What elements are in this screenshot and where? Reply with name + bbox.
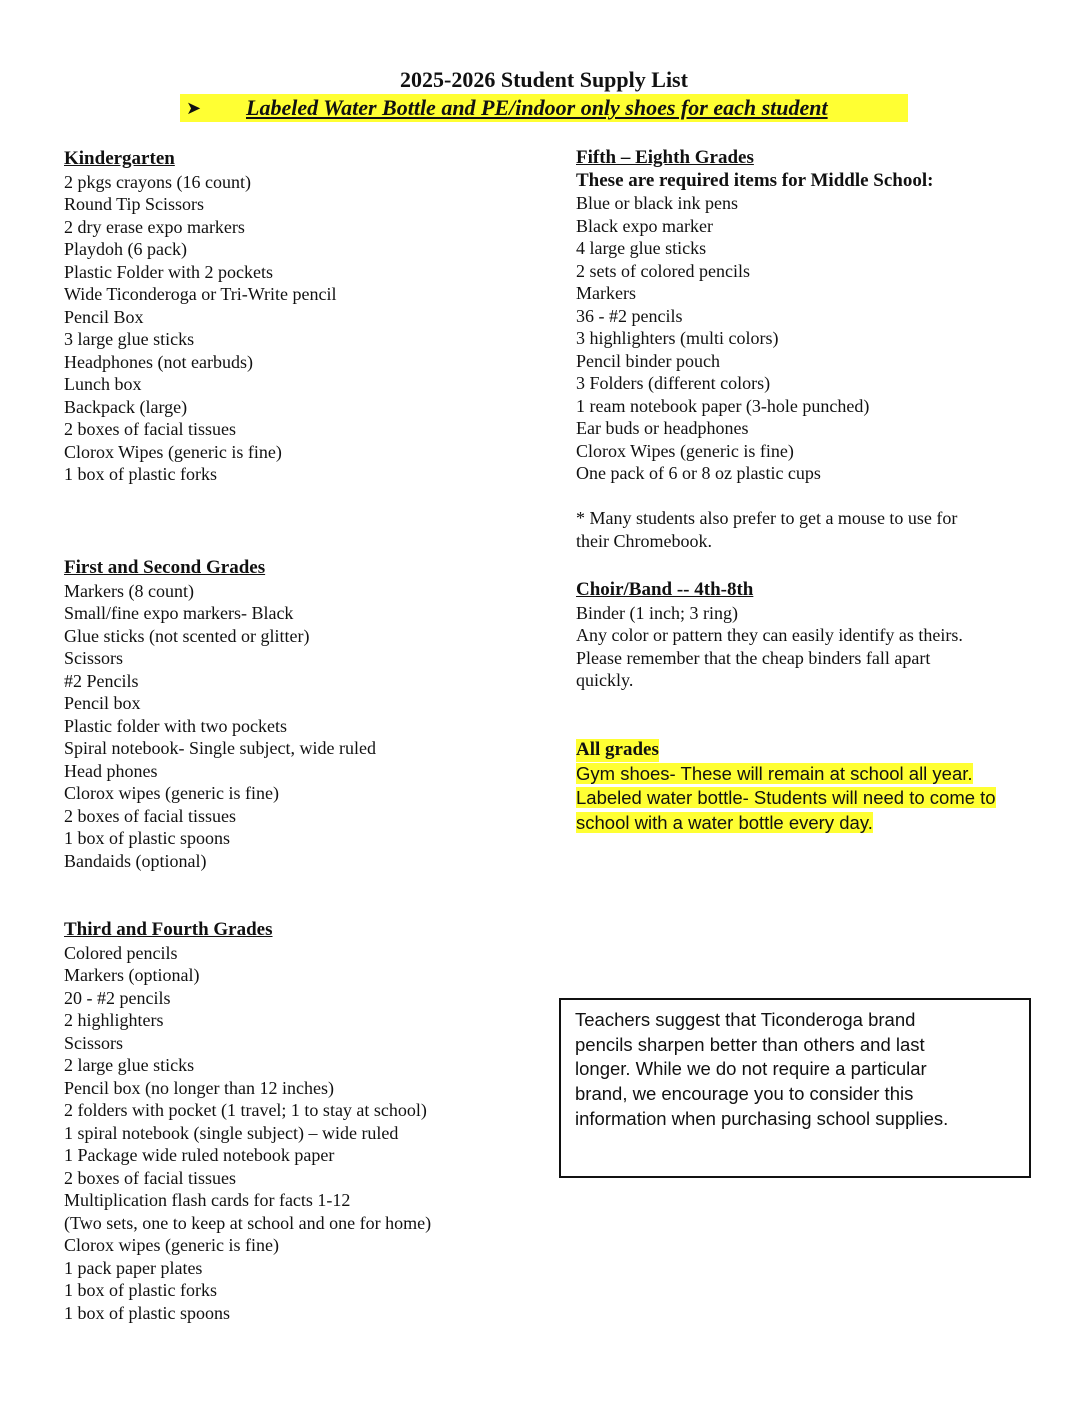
tip-line: information when purchasing school supplies.	[575, 1107, 949, 1129]
tip-line: brand, we encourage you to consider this	[575, 1083, 914, 1105]
list-item: Any color or pattern they can easily identify as theirs.	[576, 625, 963, 645]
list-item: 1 box of plastic spoons	[64, 1302, 230, 1323]
requirement-banner	[180, 94, 908, 122]
list-item: 2 boxes of facial tissues	[64, 419, 236, 439]
arrow-bullet-icon: ➤	[186, 98, 202, 119]
section-heading: Kindergarten	[64, 148, 175, 169]
highlighted-line: Labeled water bottle- Students will need to come to	[576, 787, 996, 808]
list-item: 2 sets of colored pencils	[576, 260, 750, 281]
tip-line: pencils sharpen better than others and last	[575, 1033, 925, 1055]
list-item: 36 - #2 pencils	[576, 305, 683, 326]
list-item: Head phones	[64, 760, 158, 781]
list-item: One pack of 6 or 8 oz plastic cups	[576, 463, 821, 483]
list-item: Pencil binder pouch	[576, 350, 720, 371]
list-item: Clorox wipes (generic is fine)	[64, 783, 279, 803]
third-fourth-section	[64, 919, 431, 1324]
list-item: 4 large glue sticks	[576, 238, 707, 258]
list-item: Markers (8 count)	[64, 580, 194, 601]
kindergarten-section	[64, 148, 337, 486]
list-item: Bandaids (optional)	[64, 850, 207, 871]
list-item: Pencil Box	[64, 306, 144, 327]
mouse-note-cont: their Chromebook.	[576, 530, 712, 551]
section-subheading: These are required items for Middle School:	[576, 169, 934, 191]
list-item: 2 boxes of facial tissues	[64, 1167, 236, 1188]
list-item: quickly.	[576, 670, 634, 690]
list-item: 1 ream notebook paper (3-hole punched)	[576, 395, 870, 416]
banner-text: Labeled Water Bottle and PE/indoor only shoes for each student	[246, 95, 828, 120]
kindergarten-list	[64, 171, 337, 486]
mouse-note: * Many students also prefer to get a mouse to use for	[576, 508, 958, 528]
list-item: 2 boxes of facial tissues	[64, 805, 236, 826]
list-item: Blue or black ink pens	[576, 193, 738, 213]
list-item: Playdoh (6 pack)	[64, 239, 187, 259]
section-heading: Third and Fourth Grades	[64, 919, 273, 940]
list-item: Spiral notebook- Single subject, wide ruled	[64, 738, 376, 758]
section-heading: All grades	[576, 739, 659, 760]
list-item: Ear buds or headphones	[576, 418, 749, 438]
list-item: Pencil box (no longer than 12 inches)	[64, 1077, 334, 1098]
list-item: Clorox Wipes (generic is fine)	[64, 441, 282, 462]
list-item: 1 box of plastic forks	[64, 1280, 217, 1300]
list-item: Multiplication flash cards for facts 1-12	[64, 1190, 351, 1210]
list-item: Round Tip Scissors	[64, 194, 205, 214]
fifth-eighth-section	[576, 147, 957, 552]
list-item: 3 highlighters (multi colors)	[576, 328, 779, 348]
all-grades-section	[576, 739, 996, 835]
first-second-list	[64, 580, 376, 873]
list-item: Markers (optional)	[64, 965, 200, 985]
list-item: Clorox wipes (generic is fine)	[64, 1235, 279, 1255]
ticonderoga-tip-box	[559, 998, 1031, 1178]
list-item: Black expo marker	[576, 215, 713, 236]
list-item: 20 - #2 pencils	[64, 987, 171, 1008]
list-item: Please remember that the cheap binders fall apart	[576, 647, 931, 668]
list-item: Lunch box	[64, 374, 142, 394]
all-grades-text	[576, 762, 996, 836]
list-item: Markers	[576, 283, 636, 303]
tip-line: Teachers suggest that Ticonderoga brand	[575, 1009, 916, 1030]
list-item: Glue sticks (not scented or glitter)	[64, 625, 310, 646]
list-item: 2 highlighters	[64, 1010, 164, 1030]
list-item: 1 spiral notebook (single subject) – wide ruled	[64, 1122, 399, 1143]
list-item: 2 pkgs crayons (16 count)	[64, 171, 251, 192]
page-title: 2025-2026 Student Supply List	[400, 67, 688, 92]
list-item: Plastic folder with two pockets	[64, 715, 287, 736]
list-item: Binder (1 inch; 3 ring)	[576, 602, 738, 623]
highlighted-line: Gym shoes- These will remain at school all year.	[576, 762, 973, 784]
list-item: 1 box of plastic forks	[64, 464, 217, 484]
tip-line: longer. While we do not require a particular	[575, 1058, 927, 1080]
list-item: 2 folders with pocket (1 travel; 1 to stay at school)	[64, 1100, 427, 1120]
list-item: Scissors	[64, 648, 124, 668]
choir-band-list	[576, 602, 963, 692]
list-item: 1 box of plastic spoons	[64, 828, 230, 848]
section-heading: First and Second Grades	[64, 557, 266, 578]
list-item: Headphones (not earbuds)	[64, 351, 253, 372]
first-second-section	[64, 557, 376, 872]
list-item: 2 dry erase expo markers	[64, 216, 245, 237]
list-item: Colored pencils	[64, 942, 178, 963]
choir-band-section	[576, 579, 963, 692]
list-item: 2 large glue sticks	[64, 1055, 195, 1075]
list-item: 1 pack paper plates	[64, 1257, 203, 1278]
fifth-eighth-list	[576, 192, 957, 485]
section-heading: Choir/Band -- 4th-8th	[576, 579, 754, 600]
list-item: Pencil box	[64, 693, 141, 713]
section-heading: Fifth – Eighth Grades	[576, 147, 754, 168]
list-item: 3 Folders (different colors)	[576, 373, 771, 393]
list-item: Clorox Wipes (generic is fine)	[576, 440, 794, 461]
list-item: (Two sets, one to keep at school and one for home)	[64, 1212, 432, 1233]
list-item: 1 Package wide ruled notebook paper	[64, 1145, 335, 1165]
third-fourth-list	[64, 942, 431, 1325]
list-item: 3 large glue sticks	[64, 329, 195, 349]
list-item: #2 Pencils	[64, 670, 139, 691]
highlighted-line: school with a water bottle every day.	[576, 811, 873, 833]
list-item: Scissors	[64, 1032, 124, 1053]
list-item: Small/fine expo markers- Black	[64, 603, 294, 623]
list-item: Plastic Folder with 2 pockets	[64, 261, 273, 282]
list-item: Backpack (large)	[64, 396, 188, 417]
list-item: Wide Ticonderoga or Tri-Write pencil	[64, 284, 337, 304]
